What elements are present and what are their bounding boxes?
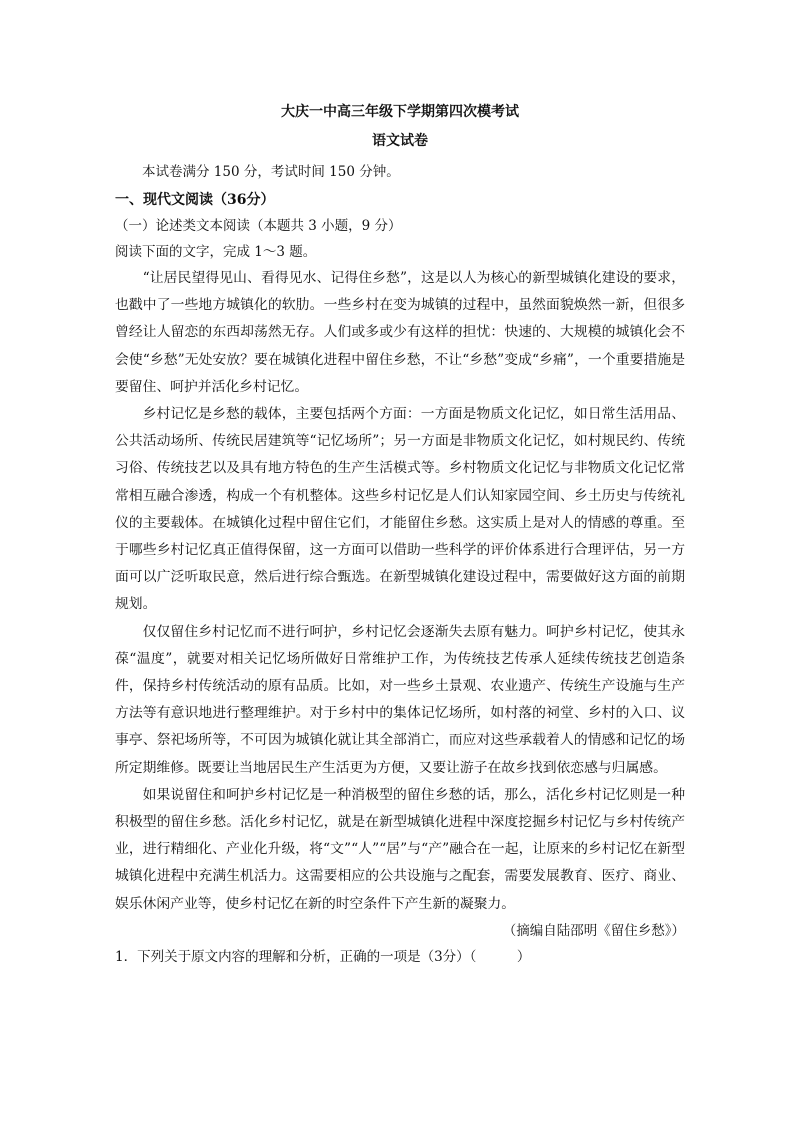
exam-title: 大庆一中高三年级下学期第四次模考试 [281,104,519,120]
passage-paragraph: 仅仅留住乡村记忆而不进行呵护，乡村记忆会逐渐失去原有魅力。呵护乡村记忆，使其永葆“温度”，就要对相关记忆场所做好日常维护工作，为传统技艺传承人延续传统技艺创造条件，保持乡村传统活动的原有品质。比如，对一些乡土景观、农业遗产、传统生产设施与生产方法等有意识地进行整理维护。对于乡村中的集体记忆场所，如村落的祠堂、乡村的入口、议事亭、祭祀场所等，不可因为城镇化就让其全部消亡，而应对这些承载着人的情感和记忆的场所定期维修。既要让当地居民生产生活更为方便，又要让游子在故乡找到依恋感与归属感。 [115,623,685,776]
exam-intro: 本试卷满分 150 分，考试时间 150 分钟。 [142,164,400,180]
passage-paragraph: 如果说留住和呵护乡村记忆是一种消极型的留住乡愁的话，那么，活化乡村记忆则是一种积极型的留住乡愁。活化乡村记忆，就是在新型城镇化进程中深度挖掘乡村记忆与乡村传统产业，进行精细化、产业化升级，将“文”“人”“居”与“产”融合在一起，让原来的乡村记忆在新型城镇化进程中充满生机活力。这需要相应的公共设施与之配套，需要发展教育、医疗、商业、娱乐休闲产业等，使乡村记忆在新的时空条件下产生新的凝聚力。 [115,786,685,912]
subsection-heading: （一）论述类文本阅读（本题共 3 小题，9 分） [115,218,402,234]
passage-paragraph: “让居民望得见山、看得见水、记得住乡愁”，这是以人为核心的新型城镇化建设的要求，也戳中了一些地方城镇化的软肋。一些乡村在变为城镇的过程中，虽然面貌焕然一新，但很多曾经让人留恋的东西却荡然无存。人们或多或少有这样的担忧：快速的、大规模的城镇化会不会使“乡愁”无处安放？要在城镇化进程中留住乡愁，不让“乡愁”变成“乡痛”，一个重要措施是要留住、呵护并活化乡村记忆。 [115,270,685,395]
reading-passage [115,265,685,944]
section-heading: 一、现代文阅读（36分） [115,192,275,208]
question-1: 1．下列关于原文内容的理解和分析，正确的一项是（3分）（ ） [115,948,531,965]
reading-instruction: 阅读下面的文字，完成 1～3 题。 [115,244,317,260]
passage-source: （摘编自陆邵明《留住乡愁》） [502,922,685,939]
passage-paragraph: 乡村记忆是乡愁的载体，主要包括两个方面：一方面是物质文化记忆，如日常生活用品、公共活动场所、传统民居建筑等“记忆场所”；另一方面是非物质文化记忆，如村规民约、传统习俗、传统技艺以及具有地方特色的生产生活模式等。乡村物质文化记忆与非物质文化记忆常常相互融合渗透，构成一个有机整体。这些乡村记忆是人们认知家园空间、乡土历史与传统礼仪的主要载体。在城镇化过程中留住它们，才能留住乡愁。这实质上是对人的情感的尊重。至于哪些乡村记忆真正值得保留，这一方面可以借助一些科学的评价体系进行合理评估，另一方面可以广泛听取民意，然后进行综合甄选。在新型城镇化建设过程中，需要做好这方面的前期规划。 [115,406,685,613]
exam-subtitle: 语文试卷 [372,133,428,149]
exam-page [115,100,685,970]
